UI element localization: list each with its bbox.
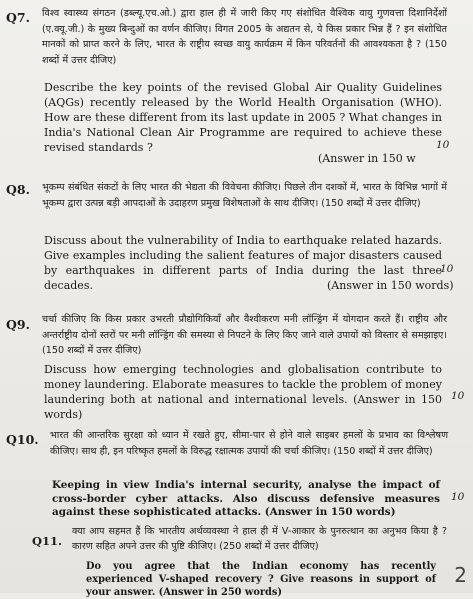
question-number: Q9. — [6, 317, 30, 332]
marks: 10 — [440, 263, 454, 275]
question-number: Q10. — [6, 432, 39, 447]
question-number: Q8. — [6, 182, 30, 197]
question-number: Q11. — [32, 534, 63, 548]
question-number: Q7. — [6, 10, 30, 25]
answer-word-limit: (Answer in 150 words) — [327, 279, 454, 292]
question-hindi-text: विश्व स्वास्थ्य संगठन (डब्ल्यू.एच.ओ.) द्वारा हाल ही में जारी किए गए संशोधित वैश्विक वायु गुणवत्ता दिशानिर्देशों (ए.क्यू.जी.) के मुख्य बिन्दुओं का वर्णन कीजिए। विगत 2005 के अद्यतन से, ये किस प्रकार भिन्न हैं ? इन संशोधित मानकों को प्राप्त करने के लिए, भारत के राष्ट्रीय स्वच्छ वायु कार्यक्रम में किन परिवर्तनों की आवश्यकता है ? (150 शब्दों में उत्तर दीजिए) — [42, 8, 447, 66]
marks: 10 — [436, 139, 450, 151]
question-english-text: Do you agree that the Indian economy has recently experienced V-shaped recovery ? Give reasons in support of your answer. (Answer in 250 words) — [86, 561, 436, 598]
marks: 10 — [451, 491, 465, 503]
question-hindi-text: चर्चा कीजिए कि किस प्रकार उभरती प्रौद्योगिकियाँ और वैश्वीकरण मनी लॉन्ड्रिंग में योगदान करते हैं। राष्ट्रीय और अन्तर्राष्ट्रीय दोनों स्तरों पर मनी लॉन्ड्रिंग की समस्या से निपटने के लिए किए जाने वाले उपायों को विस्तार से समझाइए। (150 शब्दों में उत्तर दीजिए) — [42, 314, 447, 357]
question-hindi-text: क्या आप सहमत हैं कि भारतीय अर्थव्यवस्था ने हाल ही में V-आकार के पुनरुत्थान का अनुभव किया है ? कारण सहित अपने उत्तर की पुष्टि कीजिए। (250 शब्दों में उत्तर दीजिए) — [72, 526, 447, 552]
question-english-text: Describe the key points of the revised Global Air Quality Guidelines (AQGs) recently released by the World Health Organisation (WHO). How are these different from its last update in 2005 ? What changes in India's National Clean Air Programme are required to achieve these revised standards ? — [44, 81, 442, 154]
question-hindi-text: भूकम्प संबंधित संकटों के लिए भारत की भेद्यता की विवेचना कीजिए। पिछले तीन दशकों में, भारत के विभिन्न भागों में भूकम्प द्वारा उत्पन्न बड़ी आपदाओं के उदाहरण प्रमुख विशेषताओं के साथ दीजिए। (150 शब्दों में उत्तर दीजिए) — [42, 182, 447, 209]
question-english-text: Discuss how emerging technologies and globalisation contribute to money laundering. Elaborate measures to tackle the problem of money laundering both at national and international levels. (Answer in 150 words) — [44, 363, 442, 421]
question-english-text: Keeping in view India's internal security, analyse the impact of cross-border cyber attacks. Also discuss defensive measures against these sophisticated attacks. (Answer in 150 words) — [52, 479, 440, 518]
question-hindi-text: भारत की आन्तरिक सुरक्षा को ध्यान में रखते हुए, सीमा-पार से होने वाले साइबर हमलों के प्रभाव का विश्लेषण कीजिए। साथ ही, इन परिष्कृत हमलों के विरुद्ध रक्षात्मक उपायों की चर्चा कीजिए। (150 शब्दों में उत्तर दीजिए) — [50, 430, 448, 457]
answer-word-limit: (Answer in 150 w — [318, 152, 416, 165]
page-number: 2 — [454, 563, 467, 587]
question-english-text: Discuss about the vulnerability of India to earthquake related hazards. Give examples including the salient features of major disasters caused by earthquakes in different parts of India during the last three decades. — [44, 234, 442, 292]
marks: 10 — [451, 390, 465, 402]
